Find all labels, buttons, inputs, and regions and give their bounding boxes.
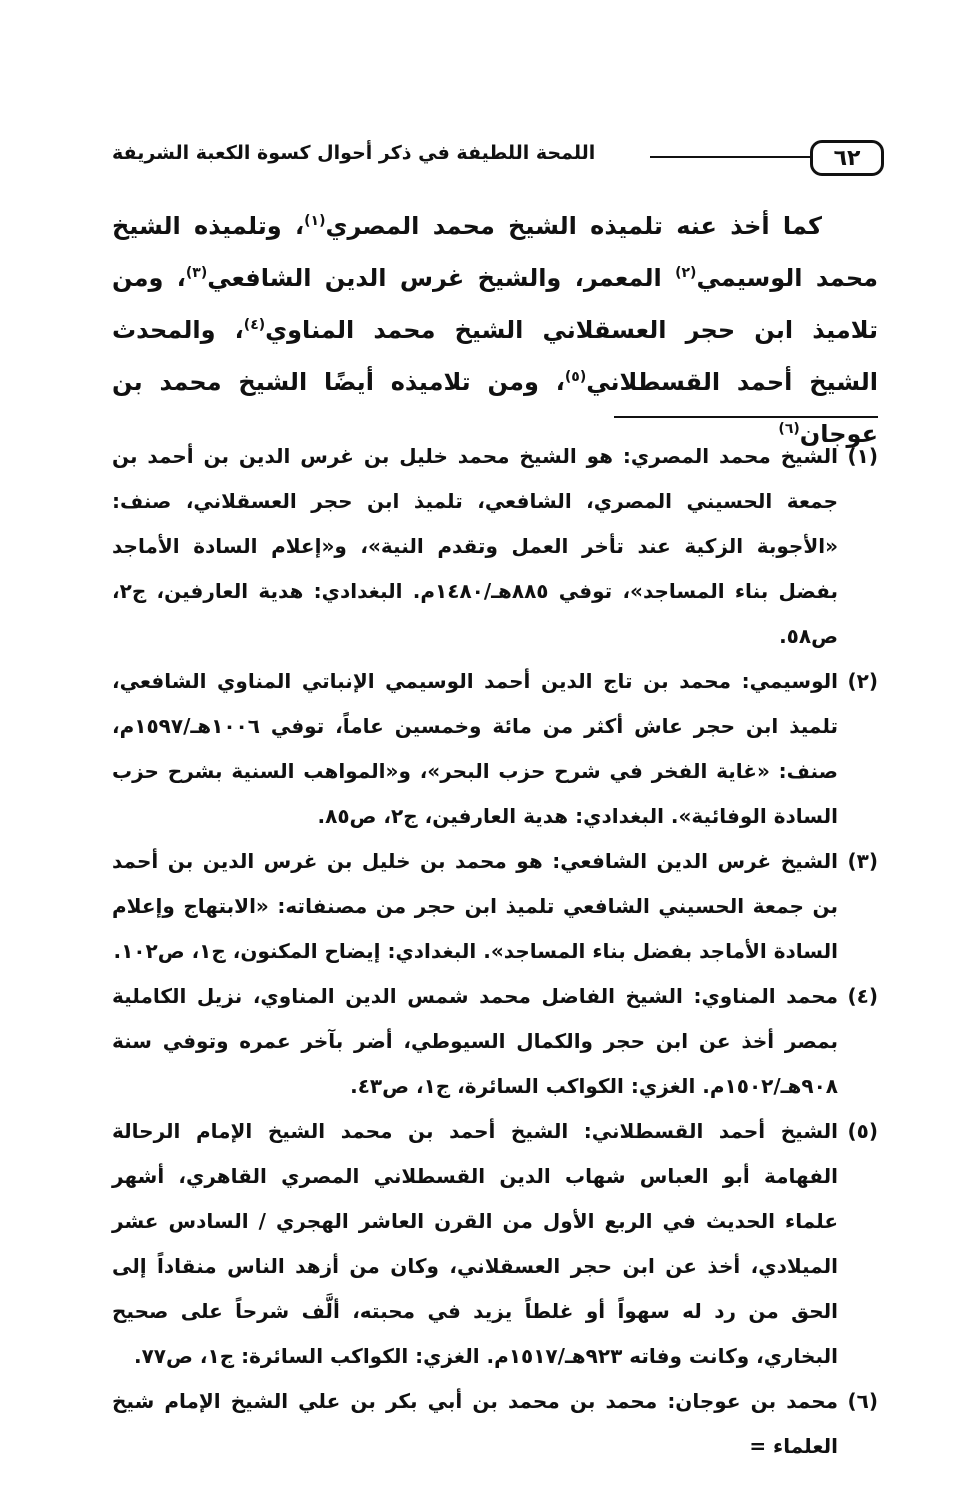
footnote-5 <box>112 1109 878 1379</box>
text-segment: المعمر، والشيخ غرس الدين الشافعي <box>207 264 676 292</box>
footnote-text: الشيخ غرس الدين الشافعي: هو محمد بن خليل بن غرس الدين بن أحمد بن جمعة الحسيني الشافعي تلميذ ابن حجر من مصنفاته: «الابتهاج وإعلام السادة الأماجد بفضل بناء المساجد». البغدادي: إيضاح المكنون، ج١، ص١٠٢. <box>112 849 838 963</box>
text-segment: ، ومن تلاميذ ابن حجر العسقلاني الشيخ محمد المناوي <box>112 264 878 344</box>
footnote-1 <box>112 434 878 659</box>
footnote-ref-4[interactable]: (٤) <box>243 317 266 333</box>
text-segment: ، والمحدث الشيخ أحمد القسطلاني <box>112 316 878 396</box>
footnote-number: (٢) <box>847 669 878 693</box>
footnote-text: الوسيمي: محمد بن تاج الدين أحمد الوسيمي الإنباتي المناوي الشافعي، تلميذ ابن حجر عاش أكثر من مائة وخمسين عاماً، توفي ١٠٠٦هـ/١٥٩٧م، صنف: «غاية الفخر في شرح حزب البحر»، و«المواهب السنية بشرح حزب السادة الوفائية». البغدادي: هدية العارفين، ج٢، ص٨٥. <box>112 669 838 828</box>
page-number: ٦٢ <box>810 140 884 176</box>
text-segment: ، وتلميذه الشيخ محمد الوسيمي <box>112 212 878 292</box>
footnote-number: (٣) <box>847 849 878 873</box>
running-title: اللمحة اللطيفة في ذكر أحوال كسوة الكعبة الشريفة <box>112 142 596 164</box>
footnote-4 <box>112 974 878 1109</box>
footnotes-section <box>112 434 878 1469</box>
text-segment: كما أخذ عنه تلميذه الشيخ محمد المصري <box>325 212 822 240</box>
footnote-ref-3[interactable]: (٣) <box>185 265 208 281</box>
footnote-number: (٥) <box>847 1119 878 1143</box>
footnote-ref-2[interactable]: (٢) <box>675 265 697 281</box>
page-header <box>112 136 884 180</box>
footnote-6 <box>112 1379 878 1469</box>
footnote-text: الشيخ محمد المصري: هو الشيخ محمد خليل بن غرس الدين بن أحمد بن جمعة الحسيني المصري، الشافعي، تلميذ ابن حجر العسقلاني، صنف: «الأجوبة الزكية عند تأخر العمل وتقدم النية»، و«إعلام السادة الأماجد بفضل بناء المساجد»، توفي ٨٨٥هـ/١٤٨٠م. البغدادي: هدية العارفين، ج٢، ص٥٨. <box>112 444 838 648</box>
footnote-ref-6[interactable]: (٦) <box>778 421 800 437</box>
footnote-2 <box>112 659 878 839</box>
footnote-number: (٤) <box>847 984 878 1008</box>
footnote-number: (٦) <box>847 1389 878 1413</box>
footnote-text: محمد المناوي: الشيخ الفاضل محمد شمس الدين المناوي، نزيل الكاملية بمصر أخذ عن ابن حجر والكمال السيوطي، أضر بآخر عمره وتوفي سنة ٩٠٨هـ/١٥٠٢م. الغزي: الكواكب السائرة، ج١، ص٤٣. <box>112 984 838 1098</box>
footnote-3 <box>112 839 878 974</box>
footnote-text: محمد بن عوجان: محمد بن محمد بن أبي بكر بن علي الشيخ الإمام شيخ العلماء = <box>112 1389 838 1458</box>
footnote-text: الشيخ أحمد القسطلاني: الشيخ أحمد بن محمد الشيخ الإمام الرحالة الفهامة أبو العباس شهاب الدين القسطلاني المصري القاهري، أشهر علماء الحديث في الربع الأول من القرن العاشر الهجري / السادس عشر الميلادي، أخذ عن ابن حجر العسقلاني، وكان من أزهد الناس منقاداً إلى الحق من رد له سهواً أو غلطاً يزيد في محبته، ألَّف شرحاً على صحيح البخاري، وكانت وفاته ٩٢٣هـ/١٥١٧م. الغزي: الكواكب السائرة: ج١، ص٧٧. <box>112 1119 838 1368</box>
main-paragraph <box>112 200 878 460</box>
footnote-ref-1[interactable]: (١) <box>304 213 326 229</box>
main-text <box>112 200 878 460</box>
footnote-ref-5[interactable]: (٥) <box>564 369 587 385</box>
footnote-number: (١) <box>847 444 878 468</box>
header-rule <box>650 156 810 158</box>
footnote-separator <box>614 416 878 418</box>
text-segment: ، ومن تلاميذه أيضًا الشيخ محمد بن عوجان <box>112 368 878 448</box>
